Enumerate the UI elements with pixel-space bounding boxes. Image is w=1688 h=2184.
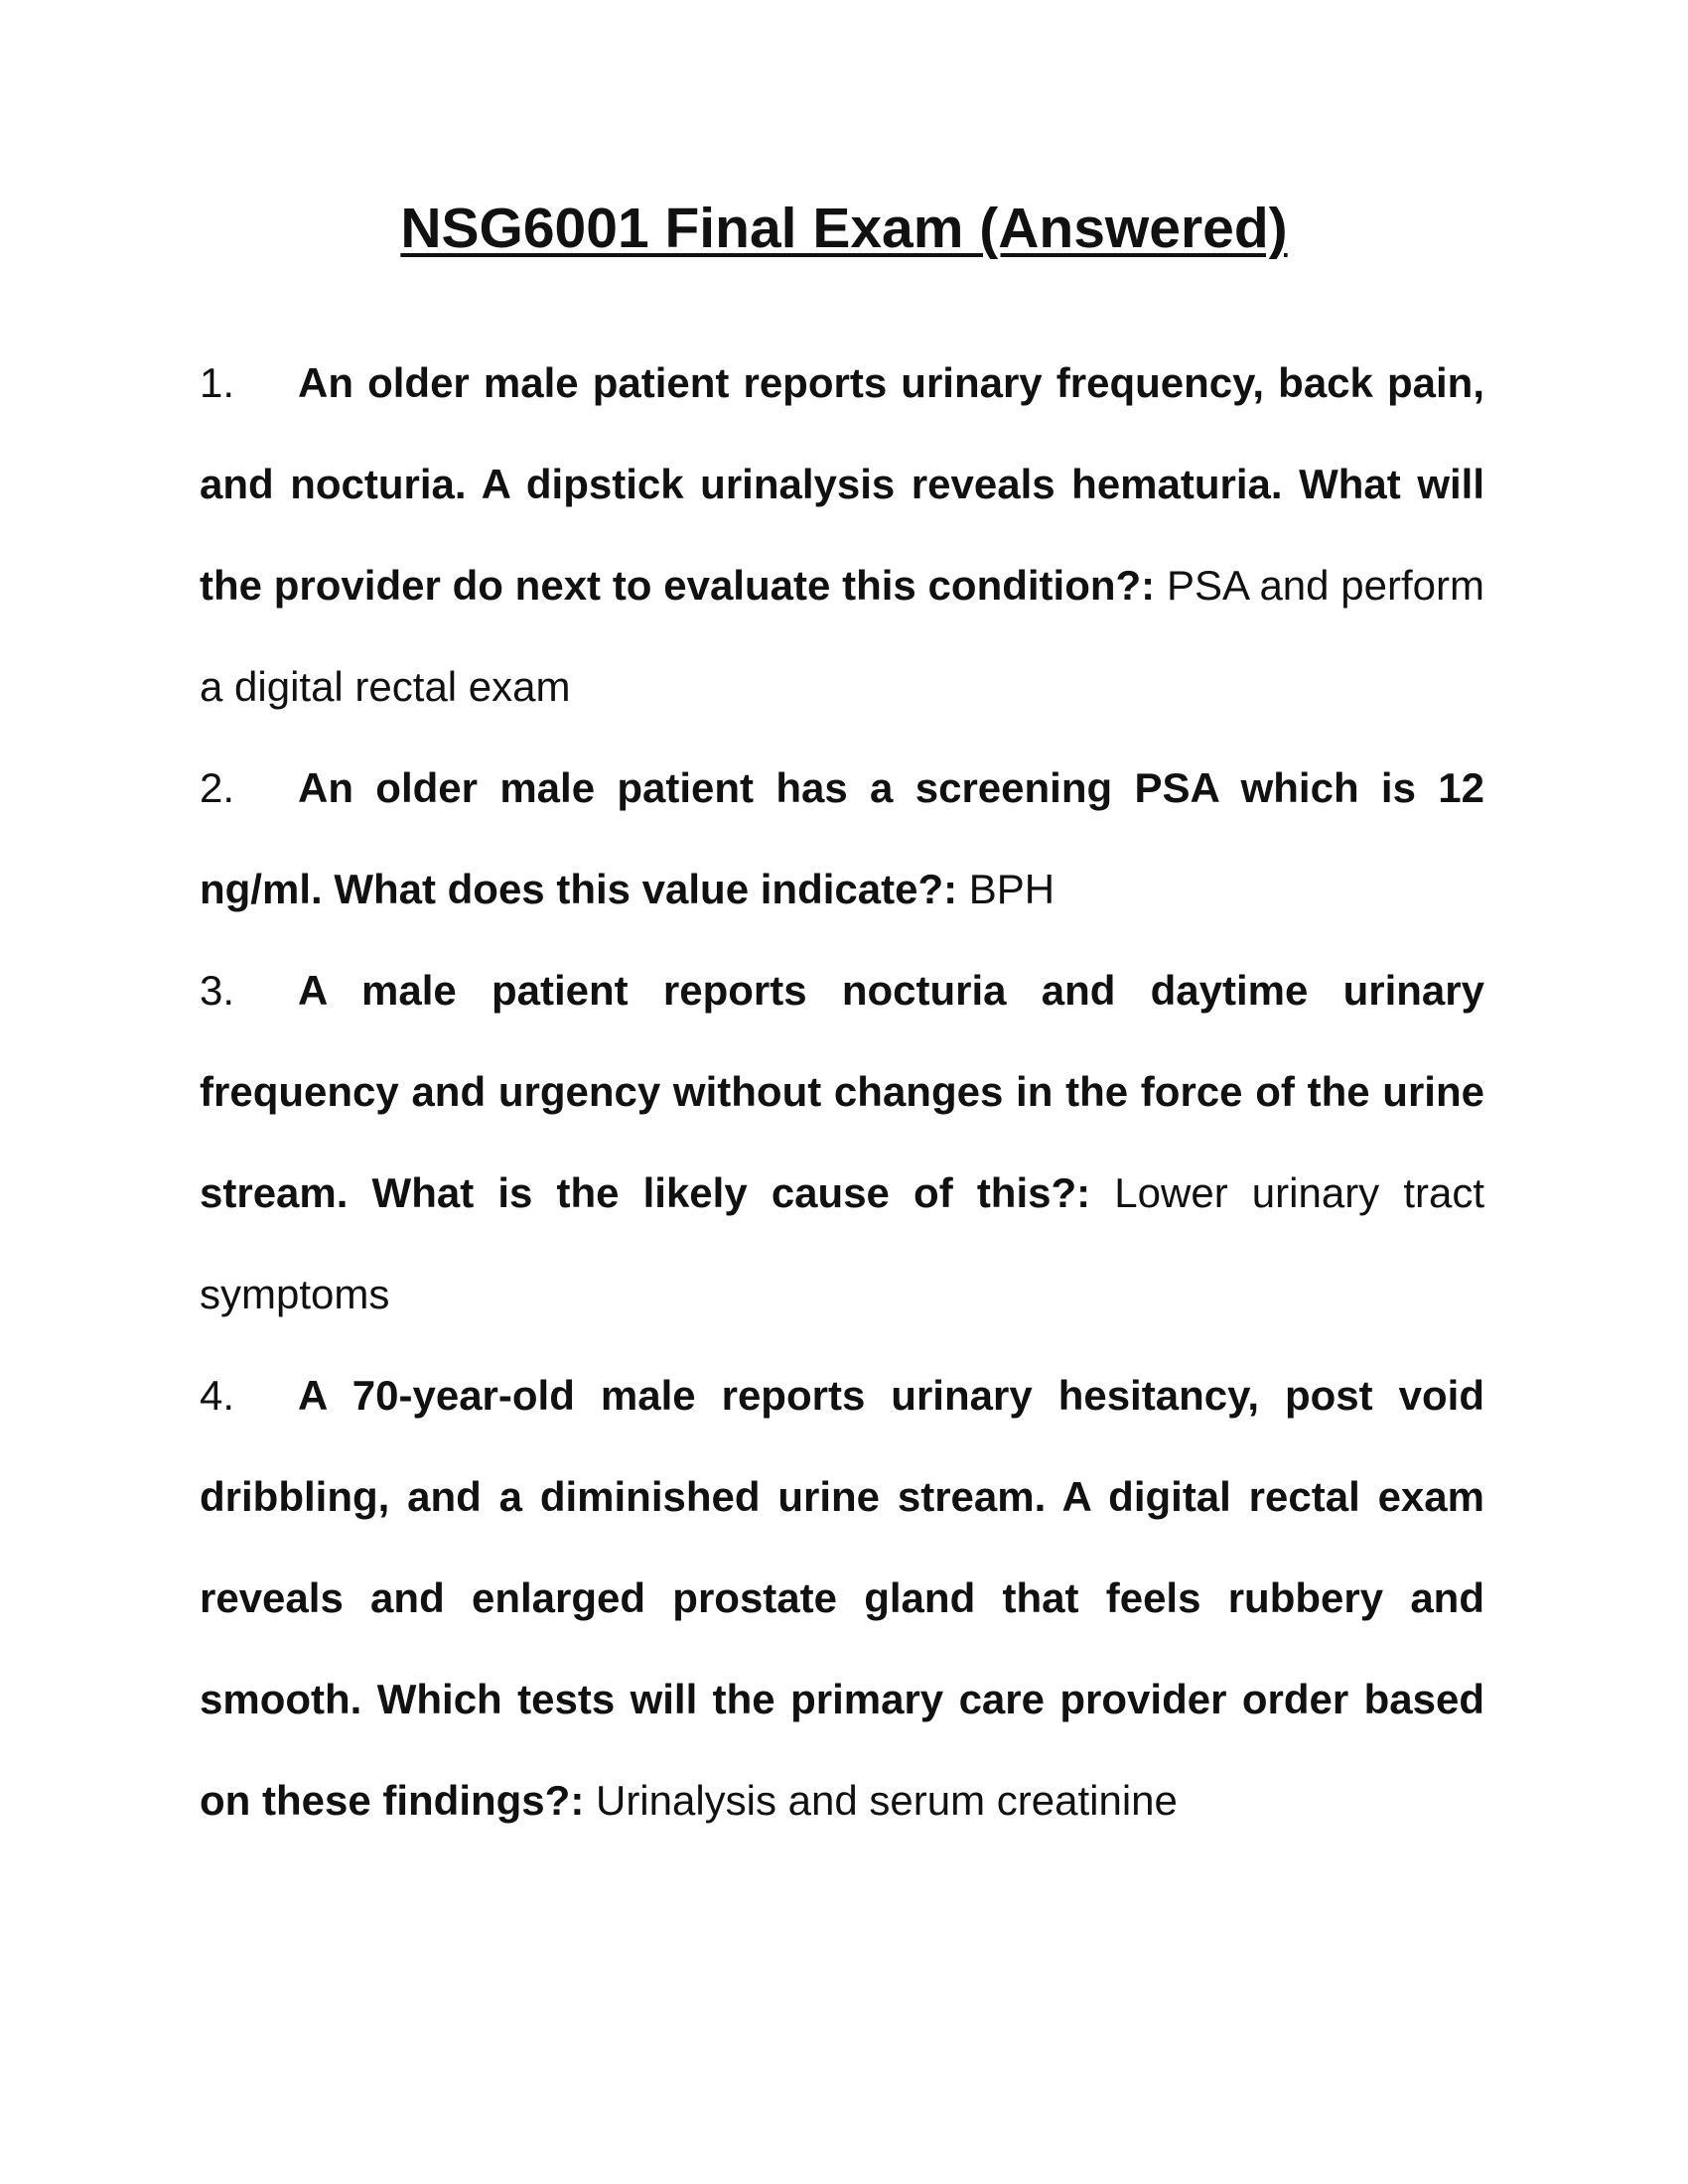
question-number: 3.	[200, 967, 235, 1014]
question-number: 4.	[200, 1372, 235, 1419]
answer-text: Urinalysis and serum creatinine	[595, 1777, 1178, 1824]
question-number: 2.	[200, 764, 235, 811]
question-text: An older male patient has a screening PSA which is 12 ng/ml. What does this value indicate?:	[200, 764, 1484, 912]
question-item	[200, 1345, 1484, 1851]
answer-text: BPH	[968, 866, 1055, 912]
question-item	[200, 940, 1484, 1345]
question-text: An older male patient reports urinary frequency, back pain, and nocturia. A dipstick urinalysis reveals hematuria. What will the provider do next to evaluate this condition?:	[200, 359, 1484, 609]
question-list	[200, 333, 1484, 1851]
question-item	[200, 333, 1484, 738]
question-text: A male patient reports nocturia and daytime urinary frequency and urgency without changes in the force of the urine stream. What is the likely cause of this?:	[200, 967, 1484, 1216]
answer-text: PSA and perform a digital rectal exam	[200, 562, 1485, 710]
question-text: A 70-year-old male reports urinary hesitancy, post void dribbling, and a diminished urine stream. A digital rectal exam reveals and enlarged prostate gland that feels rubbery and smooth. Which tests will the primary care provider order based on these findings?:	[200, 1372, 1484, 1824]
question-item	[200, 738, 1484, 940]
document-title: NSG6001 Final Exam (Answered)	[400, 197, 1288, 260]
answer-text: Lower urinary tract symptoms	[200, 1169, 1484, 1317]
question-number: 1.	[200, 359, 235, 406]
